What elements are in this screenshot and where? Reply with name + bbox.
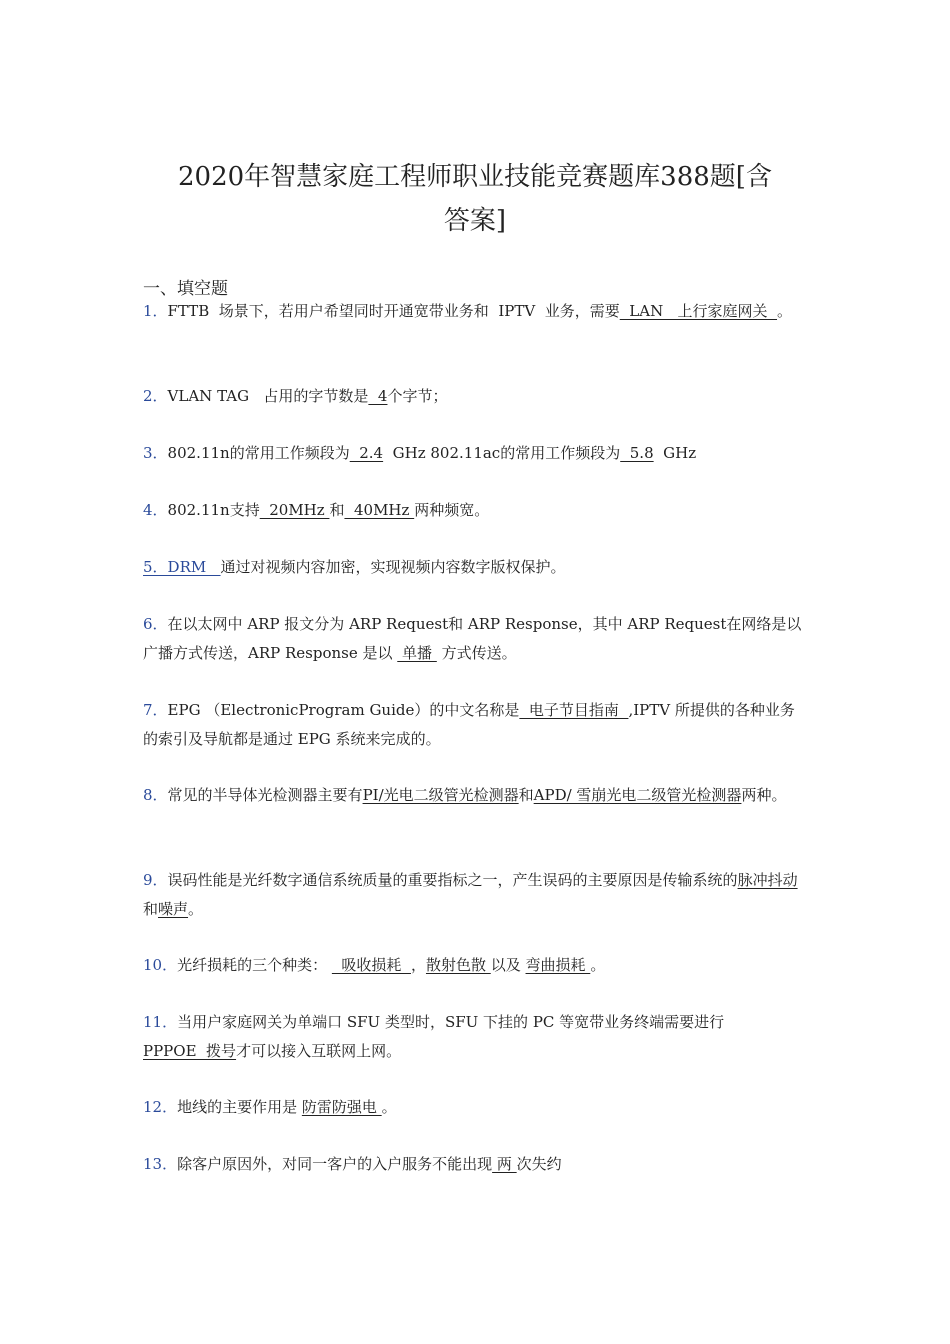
- answer-blank: 2.4: [349, 444, 384, 462]
- question-10: 10．光纤损耗的三个种类： 吸收损耗 ，散射色散 以及 弯曲损耗 。: [143, 956, 606, 974]
- question-number: 2．: [143, 387, 168, 405]
- question-5: 5．DRM 通过对视频内容加密，实现视频内容数字版权保护。: [143, 558, 566, 576]
- question-number: 13．: [143, 1155, 178, 1173]
- question-number: 8．: [143, 786, 168, 804]
- question-2: 2．VLAN TAG 占用的字节数是 4个字节；: [143, 387, 448, 405]
- answer-blank: 噪声: [158, 900, 189, 918]
- title-line-2: 答案]: [443, 206, 507, 236]
- question-number: 1．: [143, 302, 168, 320]
- question-8: 8．常见的半导体光检测器主要有PI/光电二级管光检测器和APD/ 雪崩光电二级管光检测器两种。: [143, 786, 787, 804]
- question-number: 3．: [143, 444, 168, 462]
- question-4: 4．802.11n支持 20MHz 和 40MHz 两种频宽。: [143, 501, 490, 519]
- answer-blank: 弯曲损耗: [525, 956, 591, 974]
- answer-blank: PPPOE 拨号: [143, 1042, 237, 1060]
- answer-blank: APD/ 雪崩光电二级管光检测器: [533, 786, 742, 804]
- question-12: 12．地线的主要作用是 防雷防强电 。: [143, 1098, 397, 1116]
- question-11: 11．当用户家庭网关为单端口 SFU 类型时，SFU 下挂的 PC 等宽带业务终端需要进行PPPOE 拨号才可以接入互联网上网。: [143, 1013, 725, 1060]
- answer-blank: 防雷防强电: [301, 1098, 382, 1116]
- answer-blank: 两: [492, 1155, 517, 1173]
- question-7: 7．EPG （ElectronicProgram Guide）的中文名称是 电子节目指南 ,IPTV 所提供的各种业务的索引及导航都是通过 EPG 系统来完成的。: [143, 701, 795, 748]
- question-1: 1．FTTB 场景下，若用户希望同时开通宽带业务和 IPTV 业务，需要 LAN 上行家庭网关 。: [143, 302, 793, 320]
- answer-blank: LAN 上行家庭网关: [619, 302, 778, 320]
- section-heading: 一、填空题: [143, 279, 228, 299]
- question-3: 3．802.11n的常用工作频段为 2.4 GHz 802.11ac的常用工作频段为 5.8 GHz: [143, 444, 697, 462]
- answer-blank: 40MHz: [344, 501, 415, 519]
- answer-blank: 脉冲抖动: [737, 871, 798, 889]
- question-number: 7．: [143, 701, 168, 719]
- document-title: [120, 155, 830, 243]
- question-9: 9．误码性能是光纤数字通信系统质量的重要指标之一，产生误码的主要原因是传输系统的脉冲抖动和噪声。: [143, 871, 798, 918]
- question-13: 13．除客户原因外，对同一客户的入户服务不能出现 两 次失约: [143, 1155, 562, 1173]
- answer-blank: 5.8: [620, 444, 654, 462]
- answer-blank: 5．DRM: [143, 558, 221, 576]
- answer-blank: 电子节目指南: [519, 701, 629, 719]
- question-number: 10．: [143, 956, 178, 974]
- answer-blank: 20MHz: [259, 501, 330, 519]
- answer-blank: PI/光电二级管光检测器: [362, 786, 519, 804]
- answer-blank: 散射色散: [425, 956, 491, 974]
- question-number: 12．: [143, 1098, 178, 1116]
- question-number: 6．: [143, 615, 168, 633]
- question-6: 6．在以太网中 ARP 报文分为 ARP Request和 ARP Response，其中 ARP Request在网络是以广播方式传送，ARP Response 是以 单播 方式传送。: [143, 615, 802, 662]
- answer-blank: 吸收损耗: [331, 956, 411, 974]
- question-number: 11．: [143, 1013, 178, 1031]
- question-number: 9．: [143, 871, 168, 889]
- answer-blank: 4: [368, 387, 388, 405]
- title-line-1: 2020年智慧家庭工程师职业技能竞赛题库388题[含: [178, 162, 772, 192]
- question-number: 4．: [143, 501, 168, 519]
- answer-blank: 单播: [397, 644, 437, 662]
